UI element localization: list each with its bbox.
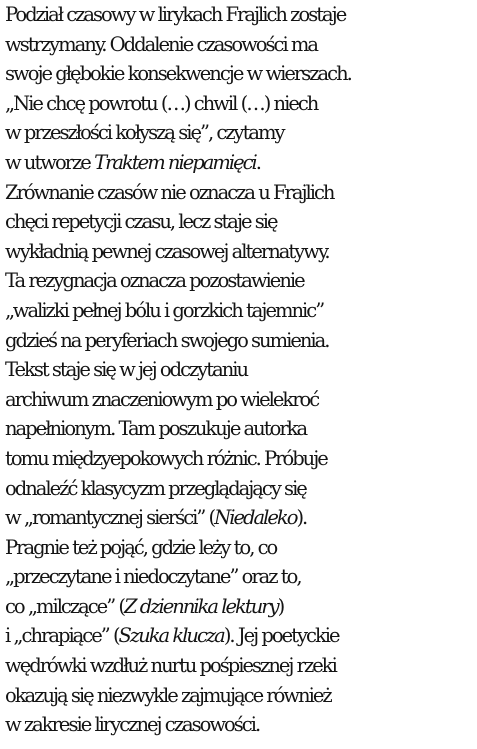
text-fragment: ).	[296, 506, 307, 530]
text-line: archiwum znaczeniowym po wielekroć	[5, 387, 319, 411]
text-line: Tekst staje się w jej odczytaniu	[5, 358, 248, 382]
text-fragment: i „chrapiące” (	[5, 624, 119, 648]
text-line: „walizki pełnej bólu i gorzkich tajemnic”	[5, 298, 324, 322]
text-line: wstrzymany. Oddalenie czasowości ma	[5, 32, 318, 56]
text-fragment: .	[255, 150, 260, 174]
text-line: swoje głębokie konsekwencje w wierszach.	[5, 62, 351, 86]
text-line: w przeszłości kołyszą się”, czytamy	[5, 121, 284, 145]
text-line: okazują się niezwykle zajmujące również	[5, 683, 331, 707]
body-paragraph	[5, 0, 477, 740]
work-title: Z dziennika lektury	[123, 594, 278, 618]
text-line	[5, 503, 477, 533]
text-line: odnaleźć klasycyzm przeglądający się	[5, 476, 306, 500]
text-line	[5, 148, 477, 178]
work-title: Niedaleko	[214, 506, 297, 530]
work-title: Traktem niepamięci	[94, 150, 256, 174]
text-fragment: co „milczące” (	[5, 594, 124, 618]
text-line: tomu międzyepokowych różnic. Próbuje	[5, 446, 327, 470]
text-line	[5, 592, 477, 622]
text-line: wędrówki wzdłuż nurtu pośpiesznej rzeki	[5, 654, 336, 678]
text-line: „przeczytane i niedoczytane” oraz to,	[5, 565, 301, 589]
text-fragment: w „romantycznej sierści” (	[5, 506, 215, 530]
text-line: Podział czasowy w lirykach Frajlich zostaje	[5, 3, 346, 26]
text-line: „Nie chcę powrotu (…) chwil (…) niech	[5, 91, 318, 115]
text-fragment: w utworze	[5, 150, 95, 174]
text-line: wykładnią pewnej czasowej alternatywy.	[5, 239, 329, 263]
text-fragment: ). Jej poetyckie	[223, 624, 339, 648]
text-line: gdzieś na peryferiach swojego sumienia.	[5, 328, 329, 352]
text-line: Zrównanie czasów nie oznacza u Frajlich	[5, 180, 334, 204]
text-line	[5, 621, 477, 651]
text-line: napełnionym. Tam poszukuje autorka	[5, 417, 307, 441]
text-line: w zakresie lirycznej czasowości.	[5, 713, 260, 737]
text-fragment: )	[277, 594, 284, 618]
work-title: Szuka klucza	[118, 624, 224, 648]
text-line: Ta rezygnacja oznacza pozostawienie	[5, 269, 304, 293]
text-line: chęci repetycji czasu, lecz staje się	[5, 210, 277, 234]
text-line: Pragnie też pojąć, gdzie leży to, co	[5, 535, 277, 559]
